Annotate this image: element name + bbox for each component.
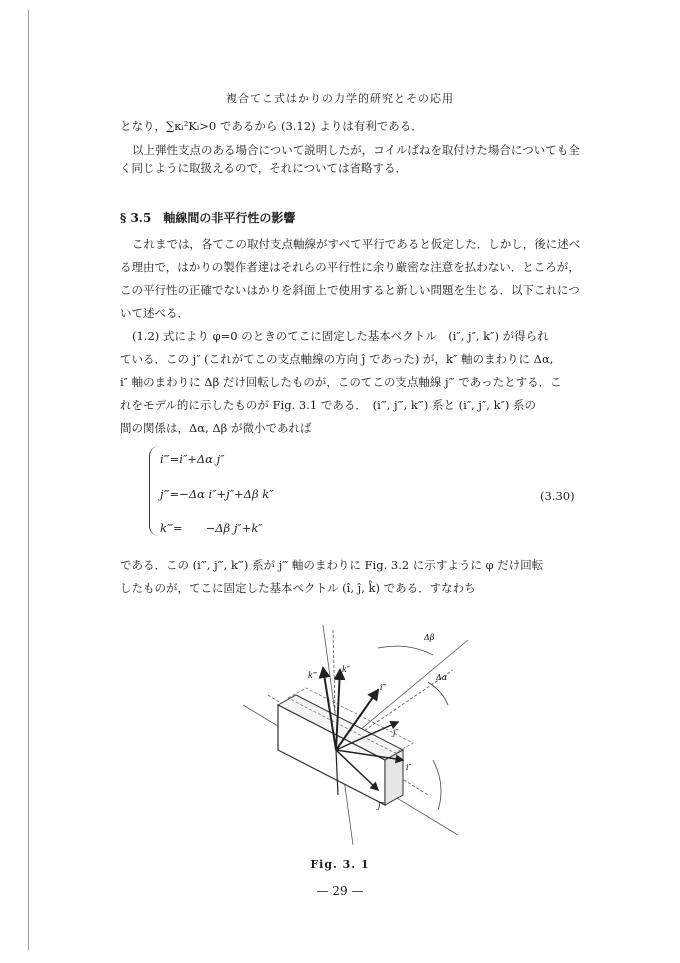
running-header: 複合てこ式はかりの力学的研究とその応用 xyxy=(226,92,454,105)
paragraph-line: ている．この j″ (これがてこの支点軸線の方向 ĵ であった) が，k″ 軸のまわりに Δα, xyxy=(120,352,554,366)
paragraph-line: いて述べる． xyxy=(120,306,189,320)
paragraph-line: となり，∑κᵢ²Kᵢ>0 であるから (3.12) よりは有利である． xyxy=(120,119,423,133)
paragraph-line: る理由で，はかりの製作者達はそれらの平行性に余り厳密な注意を払わない．ところが， xyxy=(120,260,580,274)
figure-label-delta-beta: Δβ xyxy=(424,633,435,642)
paragraph-line: れをモデル的に示したものが Fig. 3.1 である． (i‴, j‴, k‴) 系と (i″, j″, k″) 系の xyxy=(120,398,537,412)
figure-label-i3: i‴ xyxy=(380,683,387,692)
figure-label-k2: k″ xyxy=(342,665,350,674)
paragraph-line: (1.2) 式により φ=0 のときのてこに固定した基本ベクトル (i″, j″, k″) が得られ xyxy=(132,329,549,343)
paragraph-line: 以上弾性支点のある場合について説明したが，コイルばねを取付けた場合についても全 xyxy=(132,143,580,157)
paragraph-line: である．この (i‴, j‴, k‴) 系が j‴ 軸のまわりに Fig. 3.2 に示すように φ だけ回転 xyxy=(120,558,544,572)
figure-label-delta-alpha: Δα xyxy=(436,673,448,682)
figure-3-1 xyxy=(228,610,478,850)
figure-label-k3: k‴ xyxy=(308,671,318,680)
equation-number: (3.30) xyxy=(540,489,575,503)
section-heading: § 3.5 軸線間の非平行性の影響 xyxy=(120,211,296,225)
figure-caption: Fig. 3. 1 xyxy=(310,858,370,871)
equation-brace xyxy=(149,446,160,536)
paragraph-line: i″ 軸のまわりに Δβ だけ回転したものが，このてこの支点軸線 j‴ であったとする．こ xyxy=(120,375,562,389)
paragraph-line: く同じように取扱えるので，それについては省略する． xyxy=(120,161,408,175)
equation-row: j‴=−Δα i″+j″+Δβ k″ xyxy=(160,487,274,501)
paragraph-line: これまでは，各てこの取付支点軸線がすべて平行であると仮定した．しかし，後に述べ xyxy=(132,237,581,251)
equation-row: k‴= −Δβ j″+k″ xyxy=(160,521,263,535)
figure-label-i2: i″ xyxy=(406,763,412,772)
paragraph-line: 間の関係は，Δα, Δβ が微小であれば xyxy=(120,421,312,435)
figure-label-j2: j″ xyxy=(393,728,399,737)
paragraph-line: したものが，てこに固定した基本ベクトル (î, ĵ, k̂) である．すなわち xyxy=(120,581,476,595)
figure-label-j3: j‴ xyxy=(378,801,385,810)
paragraph-line: この平行性の正確でないはかりを斜面上で使用すると新しい問題を生じる．以下これにつ xyxy=(120,283,580,297)
page-number: — 29 — xyxy=(316,884,364,898)
equation-row: i‴=i″+Δα j″ xyxy=(160,452,225,466)
